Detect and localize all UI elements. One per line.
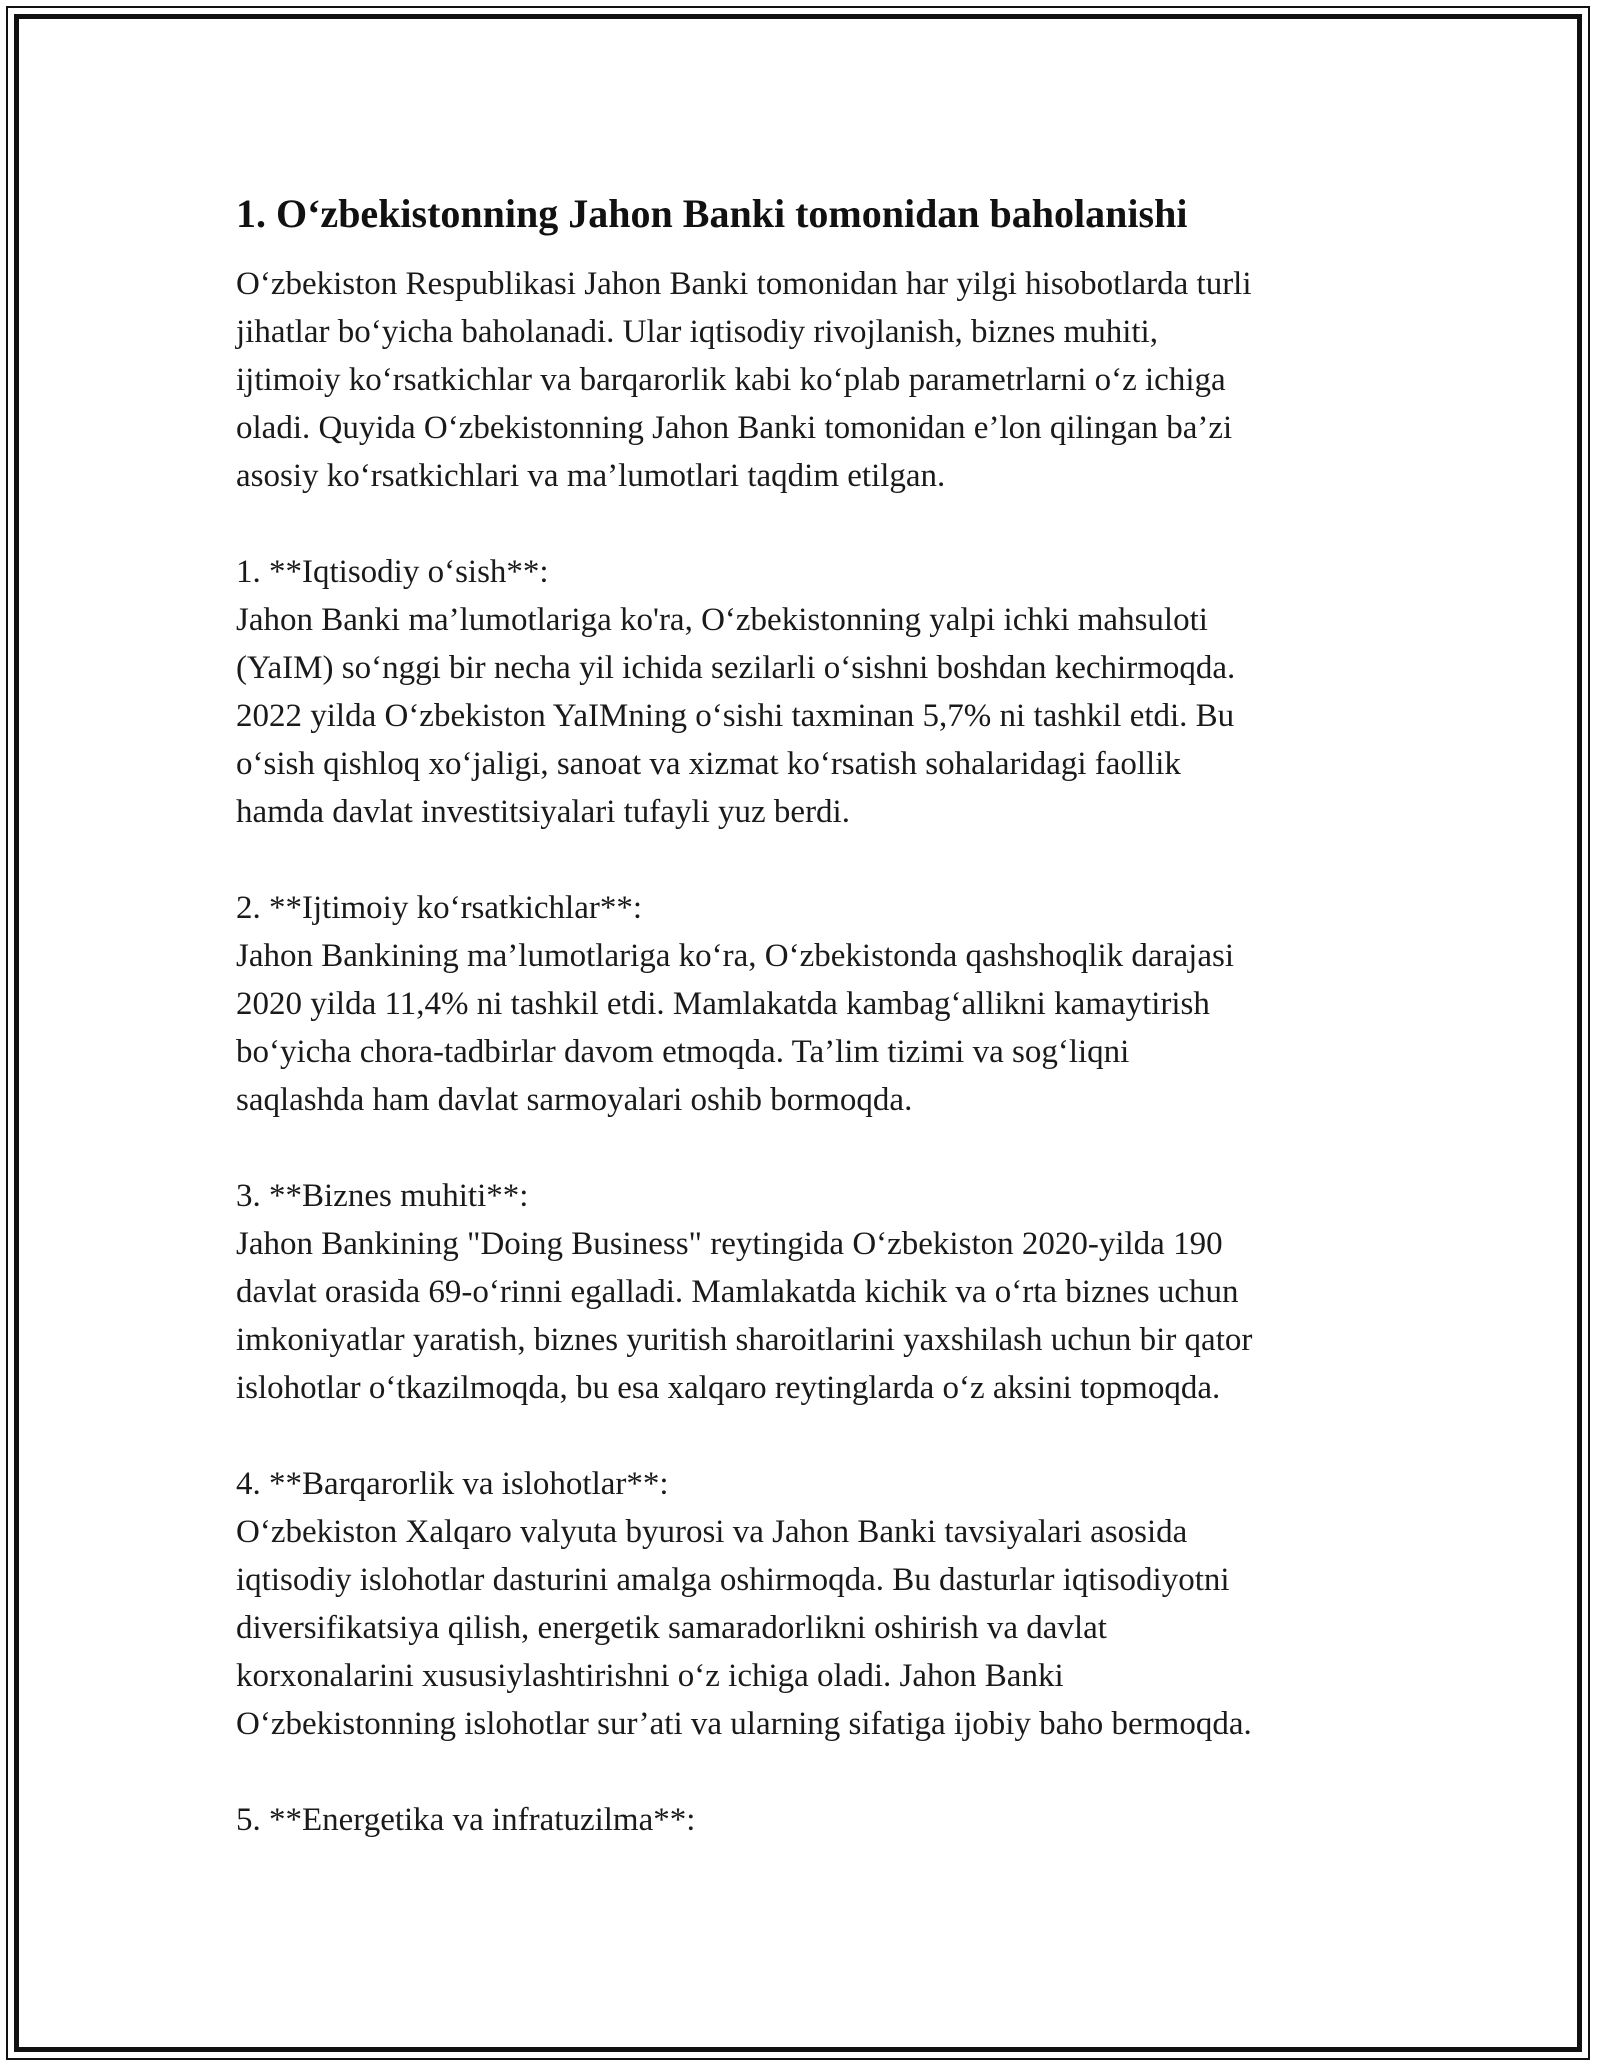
section-heading: 4. **Barqarorlik va islohotlar**: [236, 1466, 669, 1502]
section-body: O‘zbekiston Xalqaro valyuta byurosi va Jahon Banki tavsiyalari asosida iqtisodiy islohotlar dasturini amalga oshirmoqda. Bu dasturlar iqtisodiyotni diversifikatsiya qilish, energetik samaradorlikni oshirish va davlat korxonalarini xususiylashtirishni o‘z ichiga oladi. Jahon Banki O‘zbekistonning islohotlar sur’ati va ularning sifatiga ijobiy baho bermoqda. [236, 1514, 1252, 1742]
section-social-indicators [236, 884, 1396, 1124]
section-energy-infrastructure [236, 1796, 1396, 1844]
section-heading: 1. **Iqtisodiy o‘sish**: [236, 554, 549, 590]
section-economic-growth [236, 548, 1396, 836]
section-stability-reforms [236, 1460, 1396, 1748]
document-body [236, 188, 1396, 1892]
section-heading: 3. **Biznes muhiti**: [236, 1178, 529, 1214]
document-title: 1. O‘zbekistonning Jahon Banki tomonidan baholanishi [236, 191, 1188, 236]
section-body: Jahon Bankining "Doing Business" reytingida O‘zbekiston 2020-yilda 190 davlat orasida 69-o‘rinni egalladi. Mamlakatda kichik va o‘rta biznes uchun imkoniyatlar yaratish, biznes yuritish sharoitlarini yaxshilash uchun bir qator islohotlar o‘tkazilmoqda, bu esa xalqaro reytinglarda o‘z aksini topmoqda. [236, 1226, 1253, 1406]
section-heading: 2. **Ijtimoiy ko‘rsatkichlar**: [236, 890, 643, 926]
section-body: Jahon Bankining ma’lumotlariga ko‘ra, O‘zbekistonda qashshoqlik darajasi 2020 yilda 11,4% ni tashkil etdi. Mamlakatda kambag‘allikni kamaytirish bo‘yicha chora-tadbirlar davom etmoqda. Ta’lim tizimi va sog‘liqni saqlashda ham davlat sarmoyalari oshib bormoqda. [236, 938, 1235, 1118]
section-heading: 5. **Energetika va infratuzilma**: [236, 1802, 696, 1838]
section-business-environment [236, 1172, 1396, 1412]
section-body: Jahon Banki ma’lumotlariga ko'ra, O‘zbekistonning yalpi ichki mahsuloti (YaIM) so‘nggi bir necha yil ichida sezilarli o‘sishni boshdan kechirmoqda. 2022 yilda O‘zbekiston YaIMning o‘sishi taxminan 5,7% ni tashkil etdi. Bu o‘sish qishloq xo‘jaligi, sanoat va xizmat ko‘rsatish sohalaridagi faollik hamda davlat investitsiyalari tufayli yuz berdi. [236, 602, 1236, 830]
intro-paragraph: O‘zbekiston Respublikasi Jahon Banki tomonidan har yilgi hisobotlarda turli jihatlar bo‘yicha baholanadi. Ular iqtisodiy rivojlanish, biznes muhiti, ijtimoiy ko‘rsatkichlar va barqarorlik kabi ko‘plab parametrlarni o‘z ichiga oladi. Quyida O‘zbekistonning Jahon Banki tomonidan e’lon qilingan ba’zi asosiy ko‘rsatkichlari va ma’lumotlari taqdim etilgan. [236, 266, 1252, 494]
